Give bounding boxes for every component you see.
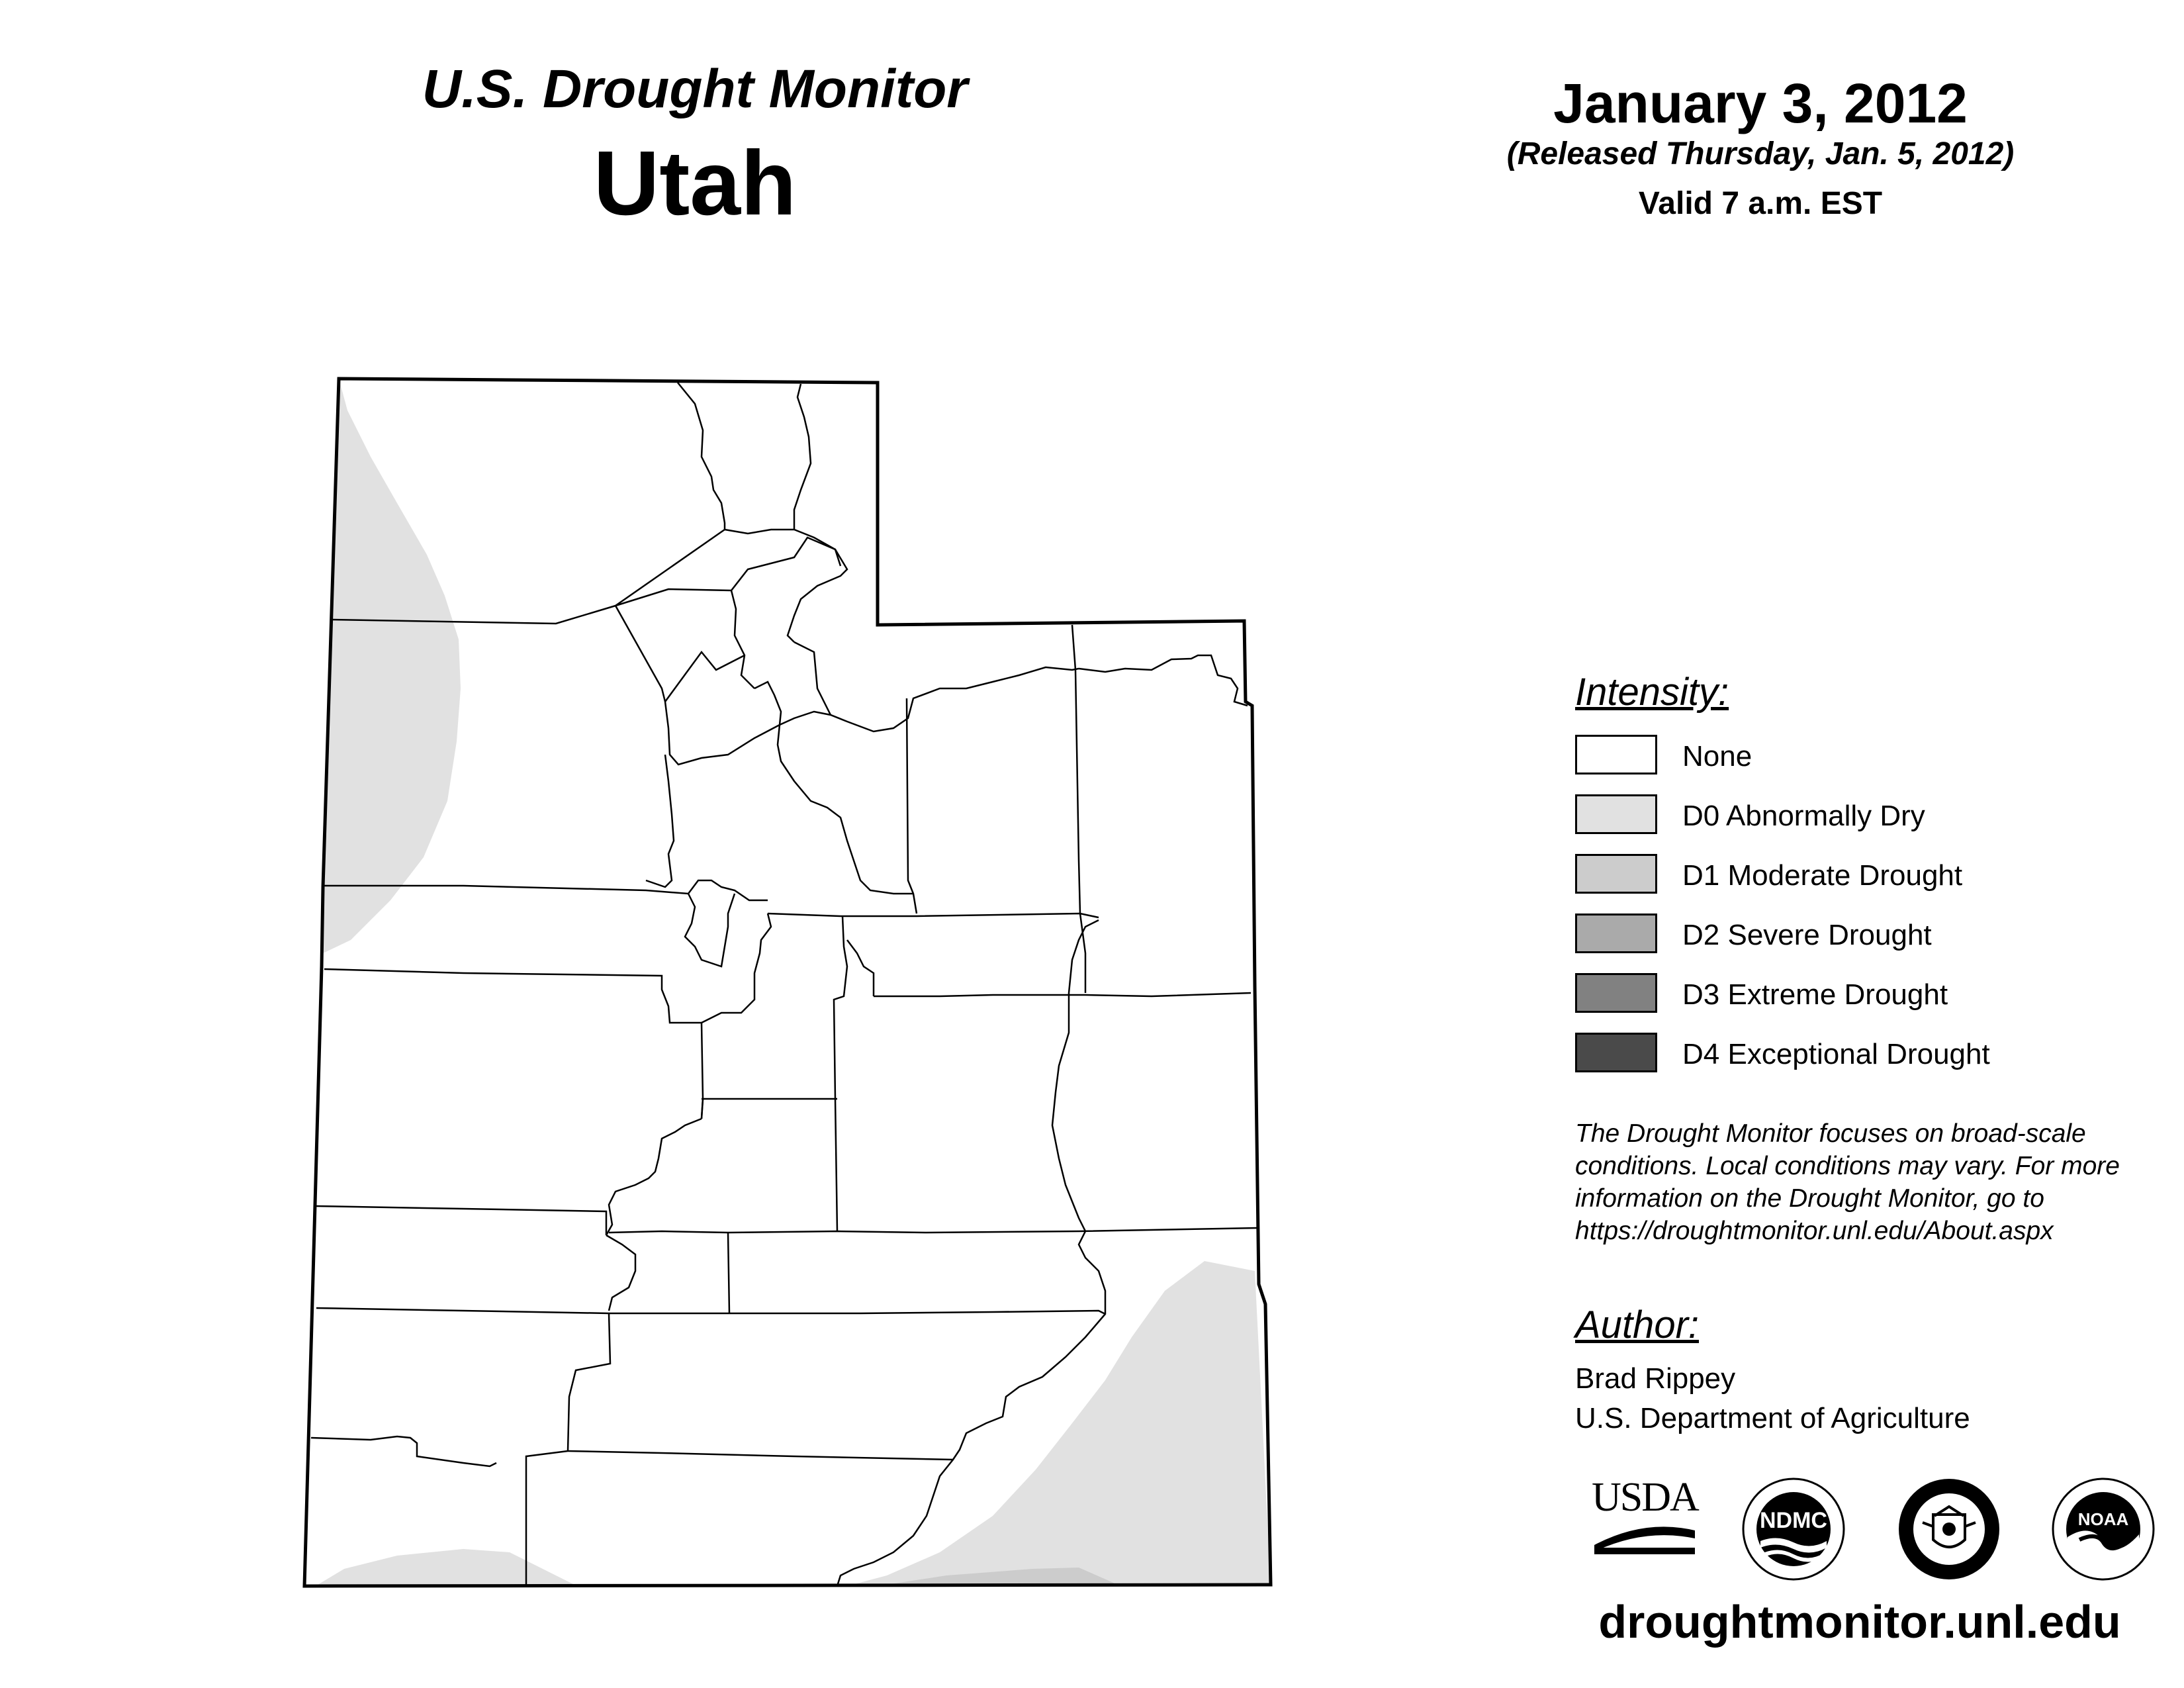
legend-item-d2 [1575,914,2171,955]
author-org: U.S. Department of Agriculture [1575,1402,1970,1434]
legend-swatch-d2 [1575,914,1657,953]
legend-item-d4 [1575,1033,2171,1074]
legend-item-d0 [1575,794,2171,835]
legend-swatch-d0 [1575,794,1657,834]
map-subtitle: U.S. Drought Monitor [422,59,968,119]
legend-label-d4: D4 Exceptional Drought [1682,1038,1990,1070]
legend-heading: Intensity: [1575,671,1729,714]
map-date: January 3, 2012 [1553,72,1968,134]
legend-label-d3: D3 Extreme Drought [1682,978,1948,1011]
valid-time: Valid 7 a.m. EST [1638,186,1883,221]
legend-label-none: None [1682,740,1752,773]
legend-swatch-d1 [1575,854,1657,894]
usda-logo: USDA [1592,1476,1698,1556]
d0-area-southwest [311,1549,582,1589]
commerce-seal-logo [1896,1476,2002,1582]
legend-swatch-d3 [1575,973,1657,1013]
legend-item-none [1575,735,2171,776]
disclaimer-text: The Drought Monitor focuses on broad-scale conditions. Local conditions may vary. For more information on the Drought Monitor, go to https://droughtmonitor.unl.edu/About.aspx [1575,1119,2120,1245]
legend-label-d1: D1 Moderate Drought [1682,859,1963,892]
ndmc-logo: NDMC [1741,1476,1846,1582]
website-url[interactable]: droughtmonitor.unl.edu [1598,1596,2121,1648]
legend-swatch-d4 [1575,1033,1657,1072]
legend-swatch-none [1575,735,1657,774]
release-date: (Released Thursday, Jan. 5, 2012) [1506,136,2015,171]
author-heading: Author: [1575,1303,1699,1346]
noaa-logo: NOAA [2050,1476,2156,1582]
legend-item-d3 [1575,973,2171,1014]
map-title: Utah [593,132,797,234]
author-name: Brad Rippey [1575,1362,1736,1395]
legend-label-d2: D2 Severe Drought [1682,919,1932,951]
legend-label-d0: D0 Abnormally Dry [1682,800,1925,832]
d0-area-northwest [323,379,461,953]
legend-item-d1 [1575,854,2171,895]
